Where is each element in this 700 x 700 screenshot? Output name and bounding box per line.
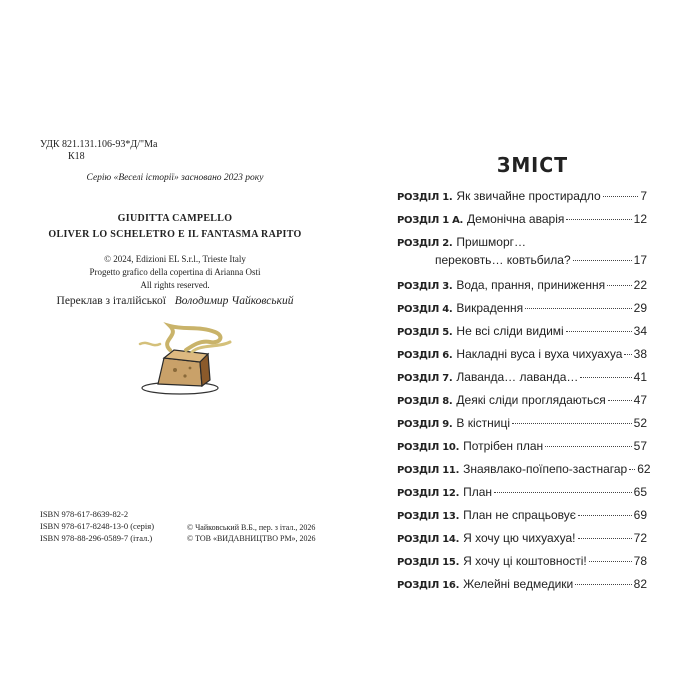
chapter-label: РОЗДІЛ 6. xyxy=(397,350,453,361)
chapter-title: Демонічна аварія xyxy=(467,212,565,226)
chapter-page: 38 xyxy=(633,347,647,361)
isbn-line: ISBN 978-88-296-0589-7 (італ.) xyxy=(40,533,153,543)
chapter-title: План xyxy=(463,485,493,499)
leader-dots xyxy=(629,469,635,470)
chapter-title: План не спрацьовує xyxy=(463,508,576,522)
toc-item[interactable] xyxy=(397,278,647,301)
chapter-page: 12 xyxy=(633,212,647,226)
toc-item[interactable] xyxy=(397,235,647,278)
chapter-label: РОЗДІЛ 13. xyxy=(397,511,460,522)
translation-credit xyxy=(0,295,350,307)
chapter-title: Викрадення xyxy=(456,301,524,315)
toc-item[interactable] xyxy=(397,324,647,347)
rights-line: Progetto grafico della copertina di Arianna Osti xyxy=(89,267,261,277)
udk-code: УДК 821.131.106-93*Д/"Ма xyxy=(40,139,158,150)
chapter-title: Деякі сліди проглядаються xyxy=(456,393,606,407)
chapter-page: 78 xyxy=(633,554,647,568)
leader-dots xyxy=(578,538,632,539)
chapter-label: РОЗДІЛ 4. xyxy=(397,304,453,315)
toc-item[interactable] xyxy=(397,189,647,212)
chapter-label: РОЗДІЛ 3. xyxy=(397,281,453,292)
chapter-label: РОЗДІЛ 1. xyxy=(397,192,453,203)
leader-dots xyxy=(512,423,632,424)
chapter-label: РОЗДІЛ 11. xyxy=(397,465,460,476)
leader-dots xyxy=(566,219,631,220)
copyright-block xyxy=(187,522,316,544)
original-author: GIUDITTA CAMPELLO xyxy=(117,213,233,224)
chapter-title-continued: перековть… ковтьбила? xyxy=(435,253,571,267)
translation-label: Переклав з італійської xyxy=(56,295,166,307)
leader-dots xyxy=(566,331,632,332)
chapter-page: 29 xyxy=(633,301,647,315)
leader-dots xyxy=(580,377,631,378)
chapter-label: РОЗДІЛ 8. xyxy=(397,396,453,407)
chapter-title: Я хочу цю чихуахуа! xyxy=(463,531,576,545)
chapter-page: 22 xyxy=(633,278,647,292)
leader-dots xyxy=(607,285,632,286)
series-note: Серію «Веселі історії» засновано 2023 року xyxy=(86,173,264,183)
toc-item[interactable] xyxy=(397,347,647,370)
copyright-line: © ТОВ «ВИДАВНИЦТВО РМ», 2026 xyxy=(187,534,316,543)
cheese-on-plate-illustration xyxy=(130,322,240,402)
chapter-title: Не всі сліди видимі xyxy=(456,324,564,338)
leader-dots xyxy=(575,584,631,585)
leader-dots xyxy=(603,196,639,197)
translator-name: Володимир Чайковський xyxy=(174,295,294,307)
toc-item[interactable] xyxy=(397,554,647,577)
chapter-page: 34 xyxy=(633,324,647,338)
leader-dots xyxy=(608,400,632,401)
isbn-line: ISBN 978-617-8639-82-2 xyxy=(40,509,129,519)
toc-item[interactable] xyxy=(397,370,647,393)
chapter-label: РОЗДІЛ 15. xyxy=(397,557,460,568)
chapter-title: Пришморг… xyxy=(456,235,527,249)
toc-item[interactable] xyxy=(397,485,647,508)
chapter-page: 82 xyxy=(633,577,647,591)
toc-item[interactable] xyxy=(397,577,647,600)
chapter-page: 41 xyxy=(633,370,647,384)
leader-dots xyxy=(589,561,632,562)
rights-line: © 2024, Edizioni EL S.r.l., Trieste Italy xyxy=(104,254,246,264)
chapter-label: РОЗДІЛ 1 А. xyxy=(397,215,464,226)
chapter-page: 57 xyxy=(633,439,647,453)
chapter-label: РОЗДІЛ 5. xyxy=(397,327,453,338)
toc-item[interactable] xyxy=(397,393,647,416)
chapter-label: РОЗДІЛ 2. xyxy=(397,238,453,249)
chapter-title: Желейні ведмедики xyxy=(463,577,574,591)
chapter-page: 17 xyxy=(633,253,647,267)
chapter-page: 47 xyxy=(633,393,647,407)
leader-dots xyxy=(573,260,632,261)
isbn-line: ISBN 978-617-8248-13-0 (серія) xyxy=(40,521,155,531)
chapter-label: РОЗДІЛ 9. xyxy=(397,419,453,430)
toc-item[interactable] xyxy=(397,416,647,439)
chapter-page: 7 xyxy=(640,189,647,203)
chapter-page: 52 xyxy=(633,416,647,430)
toc-item[interactable] xyxy=(397,301,647,324)
leader-dots xyxy=(525,308,632,309)
chapter-title: Потрібен план xyxy=(463,439,544,453)
chapter-title: Знаявлако-поїпепо-застнагар xyxy=(463,462,628,476)
chapter-label: РОЗДІЛ 16. xyxy=(397,580,460,591)
chapter-label: РОЗДІЛ 7. xyxy=(397,373,453,384)
chapter-page: 72 xyxy=(633,531,647,545)
original-title: OLIVER LO SCHELETRO E IL FANTASMA RAPITO xyxy=(48,229,302,240)
leader-dots xyxy=(578,515,632,516)
toc-item[interactable] xyxy=(397,462,651,485)
leader-dots xyxy=(494,492,632,493)
toc-item[interactable] xyxy=(397,531,647,554)
rights-line: All rights reserved. xyxy=(140,280,210,290)
chapter-label: РОЗДІЛ 10. xyxy=(397,442,460,453)
leader-dots xyxy=(545,446,632,447)
toc-title: ЗМІСТ xyxy=(496,153,569,177)
chapter-label: РОЗДІЛ 14. xyxy=(397,534,460,545)
chapter-title: Я хочу ці коштовності! xyxy=(463,554,587,568)
udk-block xyxy=(40,139,157,163)
chapter-title: Вода, прання, приниження xyxy=(456,278,606,292)
table-of-contents xyxy=(397,189,651,600)
isbn-block xyxy=(40,508,154,544)
toc-item[interactable] xyxy=(397,508,647,531)
chapter-title: Лаванда… лаванда… xyxy=(456,370,579,384)
chapter-title: В кістниці xyxy=(456,416,511,430)
rights-block xyxy=(0,253,350,292)
toc-item[interactable] xyxy=(397,439,647,462)
toc-item[interactable] xyxy=(397,212,647,235)
k-code: К18 xyxy=(68,151,85,162)
copyright-line: © Чайковський В.Б., пер. з італ., 2026 xyxy=(187,523,316,532)
chapter-page: 62 xyxy=(637,462,651,476)
leader-dots xyxy=(624,354,631,355)
chapter-label: РОЗДІЛ 12. xyxy=(397,488,460,499)
chapter-title: Як звичайне простирадло xyxy=(456,189,601,203)
chapter-title: Накладні вуса і вуха чихуахуа xyxy=(456,347,623,361)
chapter-page: 69 xyxy=(633,508,647,522)
chapter-page: 65 xyxy=(633,485,647,499)
